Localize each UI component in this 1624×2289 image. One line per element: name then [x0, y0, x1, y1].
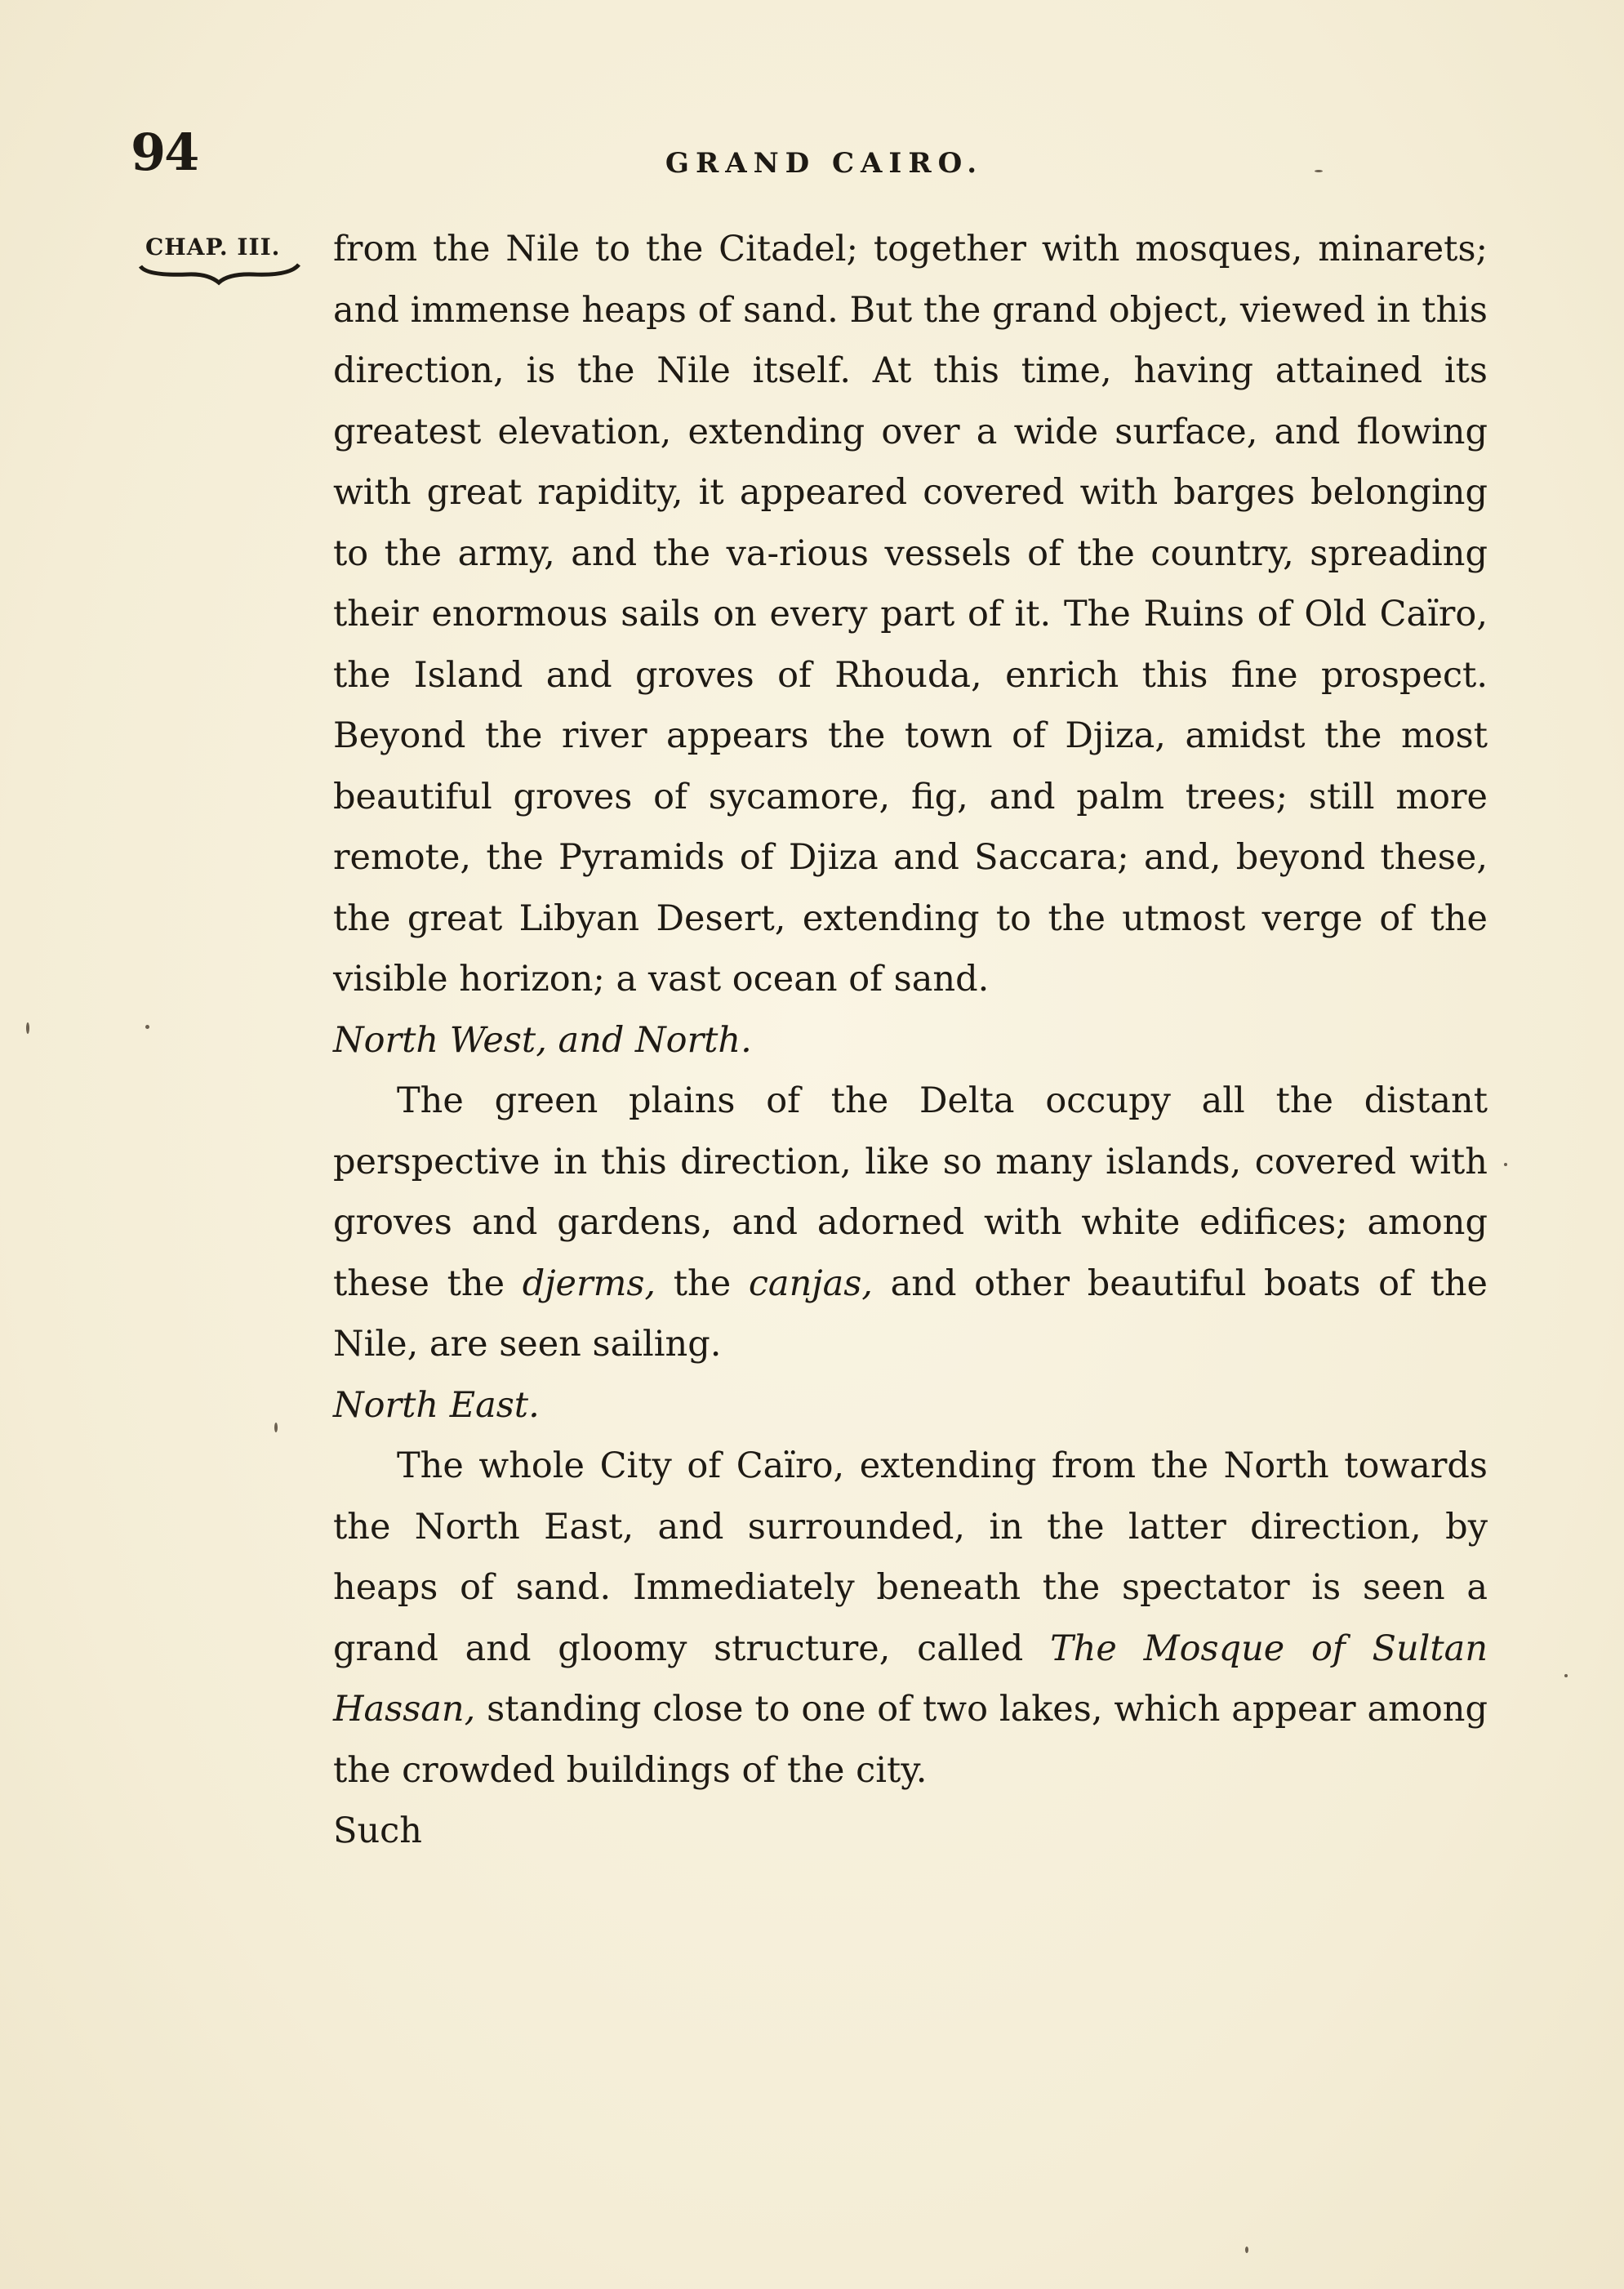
- paragraph-2-text-3: and other beautiful boats of the Nile, are seen sailing.: [333, 1263, 1488, 1365]
- mosque-name: The Mosque of Sultan Hassan,: [333, 1628, 1488, 1730]
- ink-speck: [1564, 1674, 1568, 1677]
- catchword: Such: [333, 1810, 422, 1851]
- margin-brace-icon: [139, 261, 302, 294]
- chapter-margin-note: CHAP. III.: [145, 234, 281, 261]
- term-canjas: canjas,: [748, 1263, 873, 1304]
- ink-speck: [26, 1022, 29, 1034]
- paragraph-3-text-1: The whole City of Caïro, extending from the North towards the North East, and surrounded, in the latter direction, by heaps of sand. Immediately beneath the spectator is seen a grand and gloomy structure, called: [333, 1445, 1488, 1669]
- ink-speck: [1315, 170, 1323, 172]
- paragraph-1: from the Nile to the Citadel; together with mosques, minarets; and immense heaps of sand. But the grand object, viewed in this direction, is the Nile itself. At this time, having attained its greatest elevation, extending over a wide surface, and flowing with great rapidity, it appeared covered with barges belonging to the army, and the va-rious vessels of the country, spreading their enormous sails on every part of it. The Ruins of Old Caïro, the Island and groves of Rhouda, enrich this fine prospect. Beyond the river appears the town of Djiza, amidst the most beautiful groves of sycamore, fig, and palm trees; still more remote, the Pyramids of Djiza and Saccara; and, beyond these, the great Libyan Desert, extending to the utmost verge of the visible horizon; a vast ocean of sand.: [333, 229, 1488, 1000]
- paragraph-2-text-1: The green plains of the Delta occupy all the distant perspective in this direction, like so many islands, covered with groves and gardens, and adorned with white edifices; among these the: [333, 1080, 1488, 1304]
- body-text: [333, 219, 1488, 1862]
- running-title: GRAND CAIRO.: [665, 147, 984, 180]
- ink-speck: [145, 1025, 149, 1029]
- paragraph-3: [333, 1436, 1488, 1801]
- page-number: 94: [131, 122, 198, 182]
- paragraph-3-text-2: standing close to one of two lakes, which appear among the crowded buildings of the city.: [333, 1689, 1488, 1791]
- section-heading-north-west: North West, and North.: [333, 1019, 752, 1061]
- ink-speck: [1504, 1163, 1507, 1166]
- term-djerms: djerms,: [522, 1263, 656, 1304]
- ink-speck: [274, 1423, 278, 1432]
- paragraph-2-text-2: the: [673, 1263, 732, 1304]
- paragraph-2: [333, 1071, 1488, 1375]
- section-heading-north-east: North East.: [333, 1384, 540, 1426]
- ink-speck: [1245, 2247, 1248, 2253]
